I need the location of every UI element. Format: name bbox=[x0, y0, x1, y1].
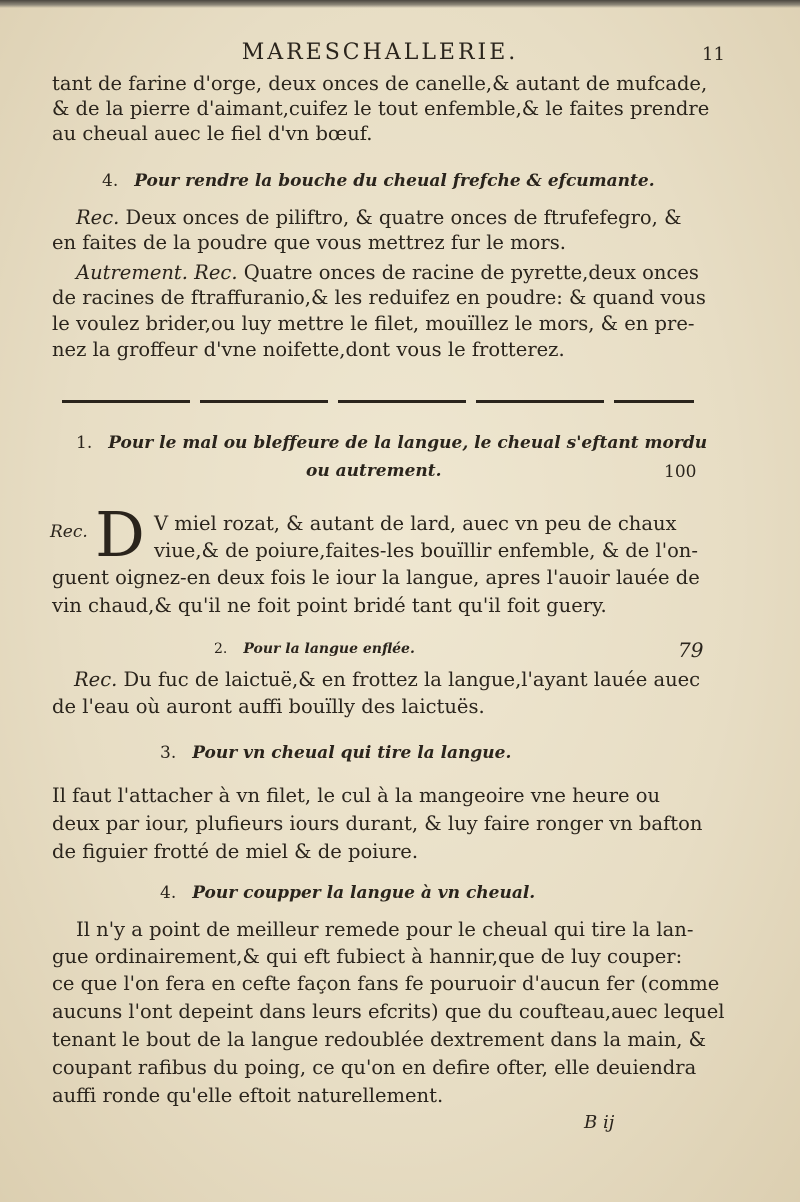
section-title: Pour coupper la langue à vn cheual. bbox=[192, 883, 536, 903]
text-line: gue ordinairement,& qui eft fubiect à hannir,que de luy couper: bbox=[52, 945, 683, 968]
rec-label: Rec. bbox=[50, 522, 88, 542]
text-line: viue,& de poiure,faites-les bouïllir enfemble, & de l'on- bbox=[154, 539, 698, 562]
section-number: 4. bbox=[160, 883, 177, 903]
section-title: Pour le mal ou bleffeure de la langue, le cheual s'eftant mordu bbox=[108, 433, 708, 453]
rec-label: Rec. bbox=[194, 261, 238, 284]
running-head: MARESCHALLERIE. bbox=[241, 40, 519, 65]
text-line: coupant rafibus du poing, ce qu'on en defire ofter, elle deuiendra bbox=[52, 1056, 697, 1079]
drop-cap: D bbox=[95, 498, 145, 571]
text-line: en faites de la poudre que vous mettrez fur le mors. bbox=[52, 231, 566, 254]
section-number: 2. bbox=[214, 641, 228, 657]
text-line: Il n'y a point de meilleur remede pour le cheual qui tire la lan- bbox=[76, 918, 694, 941]
section-number: 1. bbox=[76, 433, 93, 453]
text-line: V miel rozat, & autant de lard, auec vn peu de chaux bbox=[154, 512, 677, 535]
text-line: ce que l'on fera en cefte façon fans fe pouruoir d'aucun fer (comme bbox=[52, 972, 720, 995]
section-title-continued: ou autrement. bbox=[306, 461, 442, 481]
section-heading bbox=[76, 432, 707, 454]
text-line bbox=[76, 206, 681, 230]
text-line: aucuns l'ont depeint dans leurs efcrits) que du coufteau,auec lequel bbox=[52, 1000, 725, 1023]
text-line: de l'eau où auront auffi bouïlly des laictuës. bbox=[52, 695, 485, 718]
section-title: Pour la langue enflée. bbox=[243, 641, 415, 657]
section-title: Pour vn cheual qui tire la langue. bbox=[192, 743, 512, 763]
margin-number: 79 bbox=[678, 638, 704, 662]
signature-mark: B ij bbox=[584, 1112, 615, 1133]
rec-label: Rec. bbox=[76, 206, 120, 229]
text-span: Quatre onces de racine de pyrette,deux onces bbox=[243, 261, 699, 284]
text-line: deux par iour, plufieurs iours durant, & luy faire ronger vn bafton bbox=[52, 812, 703, 835]
text-line: de racines de ftraffuranio,& les reduifez en poudre: & quand vous bbox=[52, 286, 706, 309]
section-heading bbox=[214, 638, 415, 660]
page-edge bbox=[0, 0, 800, 8]
text-line: & de la pierre d'aimant,cuifez le tout enfemble,& le faites prendre bbox=[52, 97, 710, 120]
text-line: nez la groffeur d'vne noifette,dont vous le frotterez. bbox=[52, 338, 565, 361]
section-title: Pour rendre la bouche du cheual frefche & efcumante. bbox=[134, 171, 655, 191]
autrement-label: Autrement. bbox=[76, 261, 188, 284]
section-divider bbox=[62, 400, 694, 403]
rec-label: Rec. bbox=[74, 668, 118, 691]
folio: 11 bbox=[702, 44, 725, 65]
text-line: au cheual auec le fiel d'vn bœuf. bbox=[52, 122, 373, 145]
text-line: Il faut l'attacher à vn filet, le cul à la mangeoire vne heure ou bbox=[52, 784, 661, 807]
margin-number: 100 bbox=[664, 462, 697, 482]
text-line: auffi ronde qu'elle eftoit naturellement. bbox=[52, 1084, 444, 1107]
text-span: Deux onces de piliftro, & quatre onces de ftrufefegro, & bbox=[125, 206, 682, 229]
text-line bbox=[76, 261, 699, 285]
section-heading bbox=[102, 170, 655, 192]
section-heading bbox=[160, 882, 535, 904]
text-line bbox=[74, 668, 700, 692]
section-number: 4. bbox=[102, 171, 119, 191]
text-line: de figuier frotté de miel & de poiure. bbox=[52, 840, 419, 863]
text-line: le voulez brider,ou luy mettre le filet, mouïllez le mors, & en pre- bbox=[52, 312, 695, 335]
section-number: 3. bbox=[160, 743, 177, 763]
text-line: vin chaud,& qu'il ne foit point bridé tant qu'il foit guery. bbox=[52, 594, 607, 617]
text-span: Du fuc de laictuë,& en frottez la langue,l'ayant lauée auec bbox=[123, 668, 701, 691]
text-line: guent oignez-en deux fois le iour la langue, apres l'auoir lauée de bbox=[52, 566, 700, 589]
section-heading bbox=[160, 742, 511, 764]
text-line: tenant le bout de la langue redoublée dextrement dans la main, & bbox=[52, 1028, 707, 1051]
text-line: tant de farine d'orge, deux onces de canelle,& autant de mufcade, bbox=[52, 72, 708, 95]
